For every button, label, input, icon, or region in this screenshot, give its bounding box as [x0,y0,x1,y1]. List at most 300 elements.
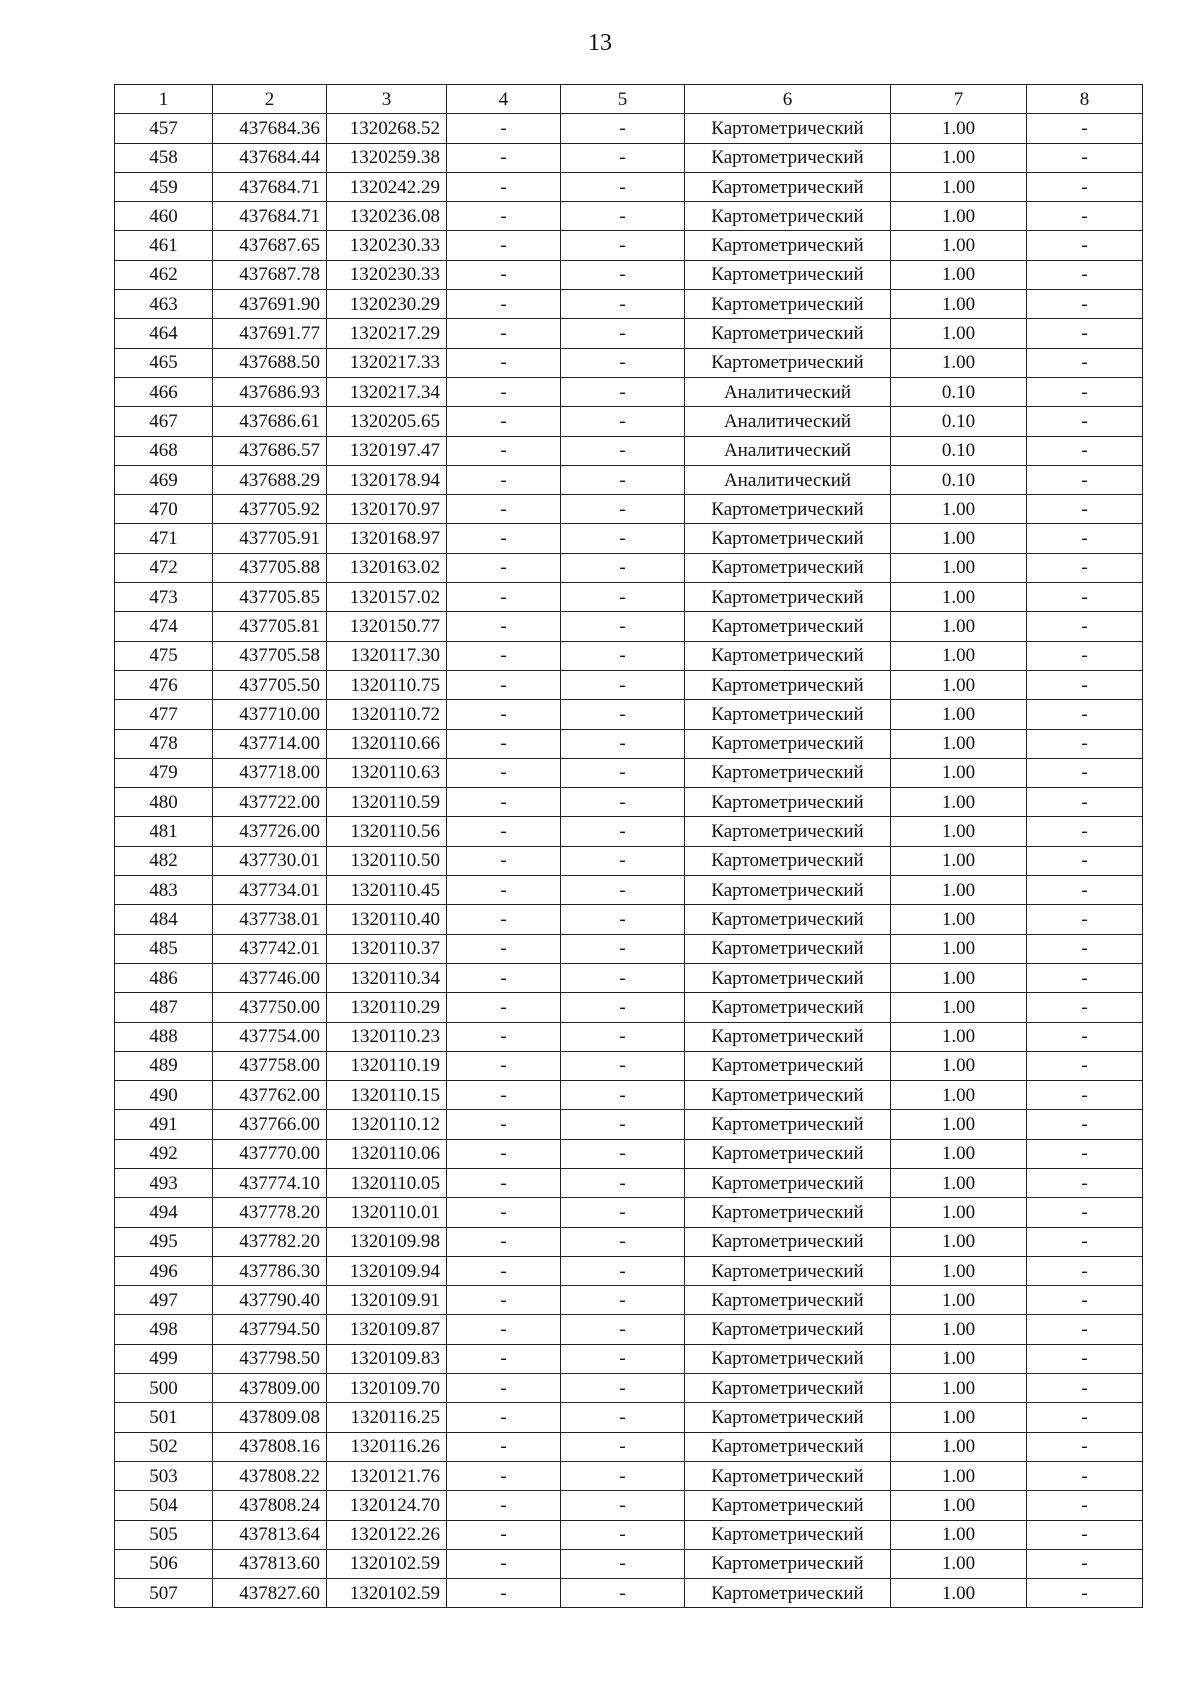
column-8-cell: - [1027,1491,1143,1520]
column-8-cell: - [1027,905,1143,934]
y-coordinate-cell: 1320109.87 [327,1315,447,1344]
accuracy-cell: 1.00 [891,817,1027,846]
y-coordinate-cell: 1320217.33 [327,348,447,377]
column-8-cell: - [1027,260,1143,289]
column-8-cell: - [1027,788,1143,817]
accuracy-cell: 0.10 [891,377,1027,406]
point-number-cell: 496 [115,1256,213,1285]
column-8-cell: - [1027,172,1143,201]
y-coordinate-cell: 1320110.66 [327,729,447,758]
column-5-cell: - [561,612,685,641]
y-coordinate-cell: 1320268.52 [327,114,447,143]
x-coordinate-cell: 437691.77 [213,319,327,348]
column-4-cell: - [447,1286,561,1315]
x-coordinate-cell: 437770.00 [213,1139,327,1168]
column-8-cell: - [1027,1168,1143,1197]
x-coordinate-cell: 437705.88 [213,553,327,582]
column-4-cell: - [447,114,561,143]
point-number-cell: 469 [115,465,213,494]
x-coordinate-cell: 437705.85 [213,583,327,612]
column-5-cell: - [561,963,685,992]
method-cell: Картометрический [685,172,891,201]
column-8-cell: - [1027,1051,1143,1080]
y-coordinate-cell: 1320110.63 [327,758,447,787]
y-coordinate-cell: 1320110.23 [327,1022,447,1051]
table-row [115,670,1143,699]
column-8-cell: - [1027,670,1143,699]
table-row [115,231,1143,260]
method-cell: Картометрический [685,290,891,319]
table-row [115,1374,1143,1403]
x-coordinate-cell: 437790.40 [213,1286,327,1315]
column-4-cell: - [447,290,561,319]
column-5-cell: - [561,1168,685,1197]
column-4-cell: - [447,377,561,406]
point-number-cell: 494 [115,1198,213,1227]
column-4-cell: - [447,1579,561,1608]
accuracy-cell: 1.00 [891,231,1027,260]
column-5-cell: - [561,407,685,436]
column-4-cell: - [447,1168,561,1197]
table-row [115,1227,1143,1256]
point-number-cell: 470 [115,495,213,524]
coordinates-table [114,84,1143,1608]
method-cell: Картометрический [685,1256,891,1285]
point-number-cell: 487 [115,993,213,1022]
table-row [115,1081,1143,1110]
x-coordinate-cell: 437813.64 [213,1520,327,1549]
column-8-cell: - [1027,524,1143,553]
point-number-cell: 503 [115,1461,213,1490]
column-8-cell: - [1027,583,1143,612]
column-4-cell: - [447,1549,561,1578]
accuracy-cell: 1.00 [891,788,1027,817]
point-number-cell: 466 [115,377,213,406]
x-coordinate-cell: 437808.24 [213,1491,327,1520]
accuracy-cell: 1.00 [891,1403,1027,1432]
method-cell: Картометрический [685,348,891,377]
accuracy-cell: 1.00 [891,1227,1027,1256]
table-row [115,143,1143,172]
accuracy-cell: 1.00 [891,1315,1027,1344]
column-5-cell: - [561,1549,685,1578]
table-row [115,583,1143,612]
header-row [115,85,1143,114]
table-row [115,1520,1143,1549]
table-row [115,1139,1143,1168]
table-row [115,290,1143,319]
method-cell: Картометрический [685,1286,891,1315]
column-5-cell: - [561,1461,685,1490]
column-5-cell: - [561,934,685,963]
y-coordinate-cell: 1320230.33 [327,231,447,260]
column-5-cell: - [561,905,685,934]
point-number-cell: 484 [115,905,213,934]
column-4-cell: - [447,465,561,494]
x-coordinate-cell: 437687.65 [213,231,327,260]
point-number-cell: 467 [115,407,213,436]
column-4-cell: - [447,1491,561,1520]
column-8-cell: - [1027,1403,1143,1432]
y-coordinate-cell: 1320236.08 [327,202,447,231]
y-coordinate-cell: 1320110.72 [327,700,447,729]
accuracy-cell: 1.00 [891,1051,1027,1080]
point-number-cell: 473 [115,583,213,612]
method-cell: Картометрический [685,114,891,143]
table-row [115,729,1143,758]
table-row [115,407,1143,436]
table-row [115,202,1143,231]
column-5-cell: - [561,348,685,377]
column-5-cell: - [561,1403,685,1432]
accuracy-cell: 1.00 [891,612,1027,641]
column-4-cell: - [447,670,561,699]
column-5-cell: - [561,1227,685,1256]
method-cell: Аналитический [685,465,891,494]
accuracy-cell: 1.00 [891,495,1027,524]
y-coordinate-cell: 1320168.97 [327,524,447,553]
method-cell: Картометрический [685,553,891,582]
table-row [115,876,1143,905]
table-header [115,85,1143,114]
column-5-cell: - [561,436,685,465]
y-coordinate-cell: 1320110.19 [327,1051,447,1080]
table-row [115,1344,1143,1373]
point-number-cell: 462 [115,260,213,289]
point-number-cell: 479 [115,758,213,787]
y-coordinate-cell: 1320110.40 [327,905,447,934]
y-coordinate-cell: 1320110.01 [327,1198,447,1227]
method-cell: Картометрический [685,963,891,992]
column-8-cell: - [1027,1081,1143,1110]
point-number-cell: 468 [115,436,213,465]
column-4-cell: - [447,612,561,641]
method-cell: Картометрический [685,1520,891,1549]
x-coordinate-cell: 437705.58 [213,641,327,670]
y-coordinate-cell: 1320109.70 [327,1374,447,1403]
method-cell: Картометрический [685,1198,891,1227]
column-header-4: 4 [447,85,561,114]
method-cell: Картометрический [685,583,891,612]
point-number-cell: 502 [115,1432,213,1461]
y-coordinate-cell: 1320178.94 [327,465,447,494]
column-5-cell: - [561,1315,685,1344]
column-4-cell: - [447,407,561,436]
method-cell: Картометрический [685,1461,891,1490]
point-number-cell: 493 [115,1168,213,1197]
method-cell: Картометрический [685,1403,891,1432]
table-row [115,1461,1143,1490]
y-coordinate-cell: 1320110.50 [327,846,447,875]
column-header-6: 6 [685,85,891,114]
column-5-cell: - [561,1139,685,1168]
table-row [115,524,1143,553]
accuracy-cell: 1.00 [891,1520,1027,1549]
table-row [115,905,1143,934]
y-coordinate-cell: 1320110.05 [327,1168,447,1197]
table-row [115,1579,1143,1608]
column-8-cell: - [1027,876,1143,905]
x-coordinate-cell: 437808.22 [213,1461,327,1490]
method-cell: Картометрический [685,788,891,817]
y-coordinate-cell: 1320109.94 [327,1256,447,1285]
accuracy-cell: 1.00 [891,905,1027,934]
column-4-cell: - [447,934,561,963]
point-number-cell: 506 [115,1549,213,1578]
method-cell: Картометрический [685,1315,891,1344]
accuracy-cell: 1.00 [891,1139,1027,1168]
column-header-7: 7 [891,85,1027,114]
y-coordinate-cell: 1320102.59 [327,1579,447,1608]
y-coordinate-cell: 1320121.76 [327,1461,447,1490]
point-number-cell: 480 [115,788,213,817]
accuracy-cell: 1.00 [891,290,1027,319]
accuracy-cell: 1.00 [891,758,1027,787]
point-number-cell: 465 [115,348,213,377]
y-coordinate-cell: 1320110.06 [327,1139,447,1168]
column-4-cell: - [447,876,561,905]
table-row [115,788,1143,817]
x-coordinate-cell: 437778.20 [213,1198,327,1227]
method-cell: Картометрический [685,495,891,524]
table-row [115,612,1143,641]
accuracy-cell: 1.00 [891,1491,1027,1520]
accuracy-cell: 1.00 [891,1198,1027,1227]
x-coordinate-cell: 437730.01 [213,846,327,875]
method-cell: Картометрический [685,700,891,729]
column-4-cell: - [447,963,561,992]
column-8-cell: - [1027,465,1143,494]
x-coordinate-cell: 437750.00 [213,993,327,1022]
x-coordinate-cell: 437684.44 [213,143,327,172]
column-8-cell: - [1027,1110,1143,1139]
y-coordinate-cell: 1320109.91 [327,1286,447,1315]
point-number-cell: 464 [115,319,213,348]
column-4-cell: - [447,1432,561,1461]
method-cell: Картометрический [685,524,891,553]
point-number-cell: 497 [115,1286,213,1315]
column-header-1: 1 [115,85,213,114]
table-row [115,1110,1143,1139]
point-number-cell: 488 [115,1022,213,1051]
column-5-cell: - [561,1491,685,1520]
table-row [115,1198,1143,1227]
column-8-cell: - [1027,436,1143,465]
accuracy-cell: 0.10 [891,407,1027,436]
point-number-cell: 471 [115,524,213,553]
column-4-cell: - [447,348,561,377]
table-row [115,641,1143,670]
point-number-cell: 459 [115,172,213,201]
column-header-8: 8 [1027,85,1143,114]
accuracy-cell: 1.00 [891,260,1027,289]
point-number-cell: 474 [115,612,213,641]
table-row [115,1051,1143,1080]
column-4-cell: - [447,1022,561,1051]
column-8-cell: - [1027,612,1143,641]
point-number-cell: 499 [115,1344,213,1373]
y-coordinate-cell: 1320110.34 [327,963,447,992]
table-row [115,1403,1143,1432]
table-row [115,846,1143,875]
point-number-cell: 482 [115,846,213,875]
accuracy-cell: 1.00 [891,1549,1027,1578]
column-5-cell: - [561,729,685,758]
point-number-cell: 458 [115,143,213,172]
column-5-cell: - [561,758,685,787]
point-number-cell: 491 [115,1110,213,1139]
accuracy-cell: 0.10 [891,436,1027,465]
column-5-cell: - [561,495,685,524]
column-4-cell: - [447,993,561,1022]
method-cell: Картометрический [685,260,891,289]
x-coordinate-cell: 437688.50 [213,348,327,377]
column-8-cell: - [1027,963,1143,992]
table-row [115,1286,1143,1315]
column-4-cell: - [447,1374,561,1403]
column-5-cell: - [561,524,685,553]
column-4-cell: - [447,846,561,875]
accuracy-cell: 1.00 [891,700,1027,729]
method-cell: Картометрический [685,1344,891,1373]
column-8-cell: - [1027,114,1143,143]
column-header-5: 5 [561,85,685,114]
method-cell: Картометрический [685,1374,891,1403]
accuracy-cell: 1.00 [891,1168,1027,1197]
column-8-cell: - [1027,1344,1143,1373]
x-coordinate-cell: 437684.71 [213,202,327,231]
accuracy-cell: 1.00 [891,114,1027,143]
table-row [115,993,1143,1022]
column-4-cell: - [447,729,561,758]
column-4-cell: - [447,1051,561,1080]
point-number-cell: 504 [115,1491,213,1520]
table-row [115,1256,1143,1285]
table-row [115,1168,1143,1197]
accuracy-cell: 1.00 [891,670,1027,699]
column-8-cell: - [1027,231,1143,260]
y-coordinate-cell: 1320242.29 [327,172,447,201]
column-5-cell: - [561,641,685,670]
y-coordinate-cell: 1320163.02 [327,553,447,582]
column-4-cell: - [447,1110,561,1139]
table-row [115,758,1143,787]
x-coordinate-cell: 437705.92 [213,495,327,524]
column-5-cell: - [561,670,685,699]
column-5-cell: - [561,1520,685,1549]
y-coordinate-cell: 1320205.65 [327,407,447,436]
y-coordinate-cell: 1320230.33 [327,260,447,289]
method-cell: Картометрический [685,1432,891,1461]
column-5-cell: - [561,993,685,1022]
x-coordinate-cell: 437827.60 [213,1579,327,1608]
point-number-cell: 461 [115,231,213,260]
column-5-cell: - [561,553,685,582]
table-row [115,963,1143,992]
method-cell: Картометрический [685,1139,891,1168]
method-cell: Картометрический [685,729,891,758]
x-coordinate-cell: 437705.81 [213,612,327,641]
point-number-cell: 476 [115,670,213,699]
column-4-cell: - [447,1403,561,1432]
column-4-cell: - [447,700,561,729]
table-row [115,1491,1143,1520]
column-5-cell: - [561,1022,685,1051]
table-row [115,1549,1143,1578]
y-coordinate-cell: 1320109.98 [327,1227,447,1256]
column-5-cell: - [561,172,685,201]
method-cell: Картометрический [685,993,891,1022]
column-4-cell: - [447,817,561,846]
column-8-cell: - [1027,1374,1143,1403]
column-8-cell: - [1027,1579,1143,1608]
point-number-cell: 492 [115,1139,213,1168]
method-cell: Картометрический [685,1491,891,1520]
table-row [115,319,1143,348]
x-coordinate-cell: 437758.00 [213,1051,327,1080]
column-8-cell: - [1027,290,1143,319]
column-4-cell: - [447,1520,561,1549]
y-coordinate-cell: 1320122.26 [327,1520,447,1549]
x-coordinate-cell: 437782.20 [213,1227,327,1256]
method-cell: Картометрический [685,231,891,260]
method-cell: Картометрический [685,1227,891,1256]
column-header-3: 3 [327,85,447,114]
y-coordinate-cell: 1320259.38 [327,143,447,172]
method-cell: Картометрический [685,202,891,231]
accuracy-cell: 1.00 [891,963,1027,992]
y-coordinate-cell: 1320124.70 [327,1491,447,1520]
x-coordinate-cell: 437686.93 [213,377,327,406]
table-row [115,1432,1143,1461]
y-coordinate-cell: 1320116.26 [327,1432,447,1461]
x-coordinate-cell: 437809.08 [213,1403,327,1432]
column-5-cell: - [561,1256,685,1285]
method-cell: Аналитический [685,407,891,436]
column-4-cell: - [447,553,561,582]
accuracy-cell: 1.00 [891,1286,1027,1315]
table-row [115,436,1143,465]
point-number-cell: 477 [115,700,213,729]
column-8-cell: - [1027,348,1143,377]
accuracy-cell: 1.00 [891,1432,1027,1461]
y-coordinate-cell: 1320110.59 [327,788,447,817]
y-coordinate-cell: 1320150.77 [327,612,447,641]
column-8-cell: - [1027,1315,1143,1344]
accuracy-cell: 1.00 [891,1256,1027,1285]
column-8-cell: - [1027,1256,1143,1285]
column-4-cell: - [447,1461,561,1490]
accuracy-cell: 1.00 [891,729,1027,758]
column-4-cell: - [447,495,561,524]
column-4-cell: - [447,260,561,289]
x-coordinate-cell: 437686.61 [213,407,327,436]
column-5-cell: - [561,817,685,846]
y-coordinate-cell: 1320230.29 [327,290,447,319]
column-5-cell: - [561,143,685,172]
column-4-cell: - [447,905,561,934]
column-8-cell: - [1027,1286,1143,1315]
point-number-cell: 485 [115,934,213,963]
column-5-cell: - [561,1344,685,1373]
column-4-cell: - [447,231,561,260]
method-cell: Картометрический [685,1579,891,1608]
column-4-cell: - [447,436,561,465]
column-8-cell: - [1027,1022,1143,1051]
accuracy-cell: 1.00 [891,348,1027,377]
column-8-cell: - [1027,846,1143,875]
y-coordinate-cell: 1320110.75 [327,670,447,699]
